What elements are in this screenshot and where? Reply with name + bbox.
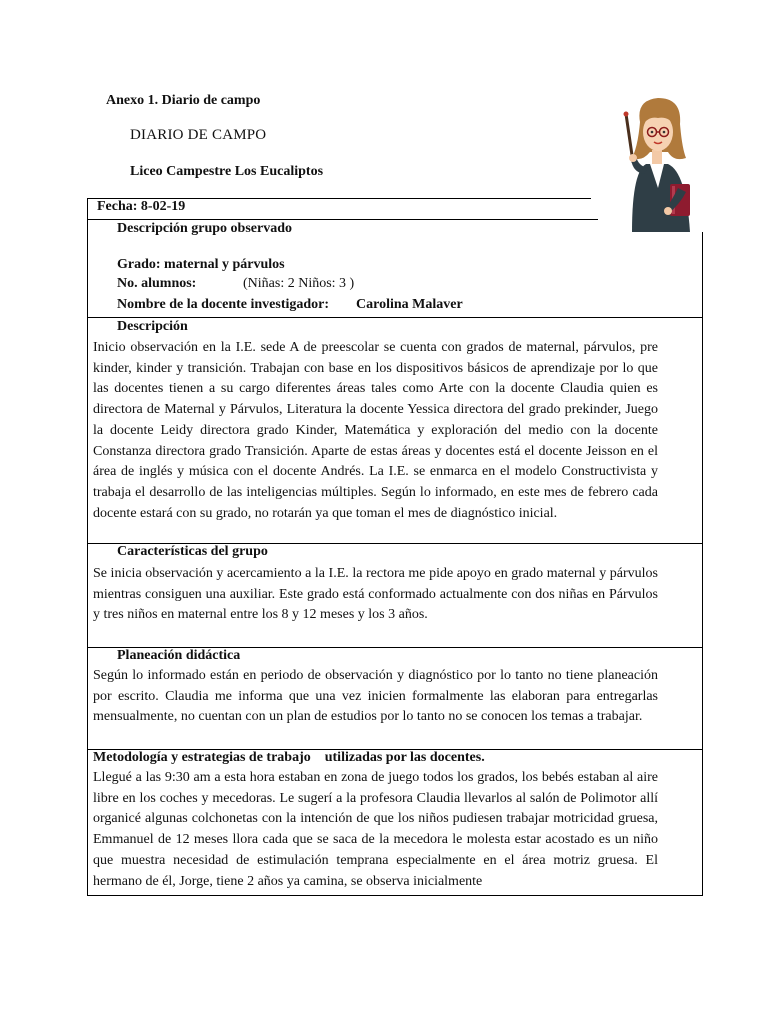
methodology-text: Llegué a las 9:30 am a esta hora estaban en zona de juego todos los grados, los bebés estaban al aire libre en los coches y mecedoras. Le sugerí a la profesora Claudia llevarlos al salón de Polimotor allí organicé algunas colchonetas con la intención de que los niños pudiesen trabajar motricidad gruesa, Emmanuel de 12 meses llora cada que se saca de la mecedora le molesta estar acostado es un niño que muestra necesidad de estimulación temprana especialmente en el área motriz gruesa. El hermano de él, Jorge, tiene 2 años ya camina, se observa inicialmente (93, 770, 658, 889)
date-text: Fecha: 8-02-19 (97, 199, 186, 214)
planning-caption: Planeación didáctica (117, 648, 241, 663)
characteristics-row (88, 544, 702, 648)
students-label: No. alumnos: (117, 276, 197, 291)
description-caption: Descripción (117, 319, 188, 334)
characteristics-caption: Características del grupo (117, 544, 268, 559)
group-info-caption: Descripción grupo observado (117, 221, 292, 236)
school-name: Liceo Campestre Los Eucaliptos (130, 164, 324, 179)
group-info-row (88, 220, 702, 318)
methodology-caption: Metodología y estrategias de trabajo utilizadas por las docentes. (93, 750, 485, 765)
field-diary-table (87, 198, 703, 896)
teacher-with-pointer-illustration (598, 92, 708, 232)
description-row (88, 318, 702, 544)
planning-row (88, 648, 702, 750)
annex-heading: Anexo 1. Diario de campo (106, 93, 261, 108)
methodology-row (88, 750, 702, 895)
characteristics-text: Se inicia observación y acercamiento a la I.E. la rectora me pide apoyo en grado maternal y párvulos mientras consiguen una auxiliar. Este grado está conformado actualmente con dos niñas en Párvulos y tres niños en maternal entre los 8 y 12 meses y los 3 años. (93, 566, 658, 623)
planning-text: Según lo informado están en periodo de observación y diagnóstico por lo tanto no tiene planeación por escrito. Claudia me informa que una vez inicien formalmente las elaboran para entregarlas mensualmente, no cuentan con un plan de estudios por lo tanto no se conocen los temas a trabajar. (93, 668, 658, 725)
students-value: (Niñas: 2 Niños: 3 ) (243, 276, 355, 291)
teacher-value: Carolina Malaver (356, 297, 463, 312)
teacher-label: Nombre de la docente investigador: (117, 297, 330, 312)
document-title: DIARIO DE CAMPO (130, 127, 267, 143)
description-text: Inicio observación en la I.E. sede A de preescolar se cuenta con grados de maternal, párvulos, pre kinder, kinder y transición. Trabajan con base en los dispositivos básicos de aprendizaje por lo que las docentes tienen a su cargo diferentes áreas tales como Arte con la docente Claudia quien es directora de Maternal y Párvulos, Literatura la docente Yessica directora del grado prekinder, Juego la docente Leidy directora grado Kinder, Matemática y exploración del medio con la docente Constanza directora grado Transición. Aparte de estas áreas y docentes está el docente Jeisson en el área de inglés y música con el docente Andrés. La I.E. se enmarca en el modelo Constructivista y trabaja el desarrollo de las inteligencias múltiples. Según lo informado, en este mes de febrero cada docente estará con su grado, no rotarán ya que toman el mes de diagnóstico inicial. (93, 340, 658, 521)
grade-text: Grado: maternal y párvulos (117, 257, 285, 272)
